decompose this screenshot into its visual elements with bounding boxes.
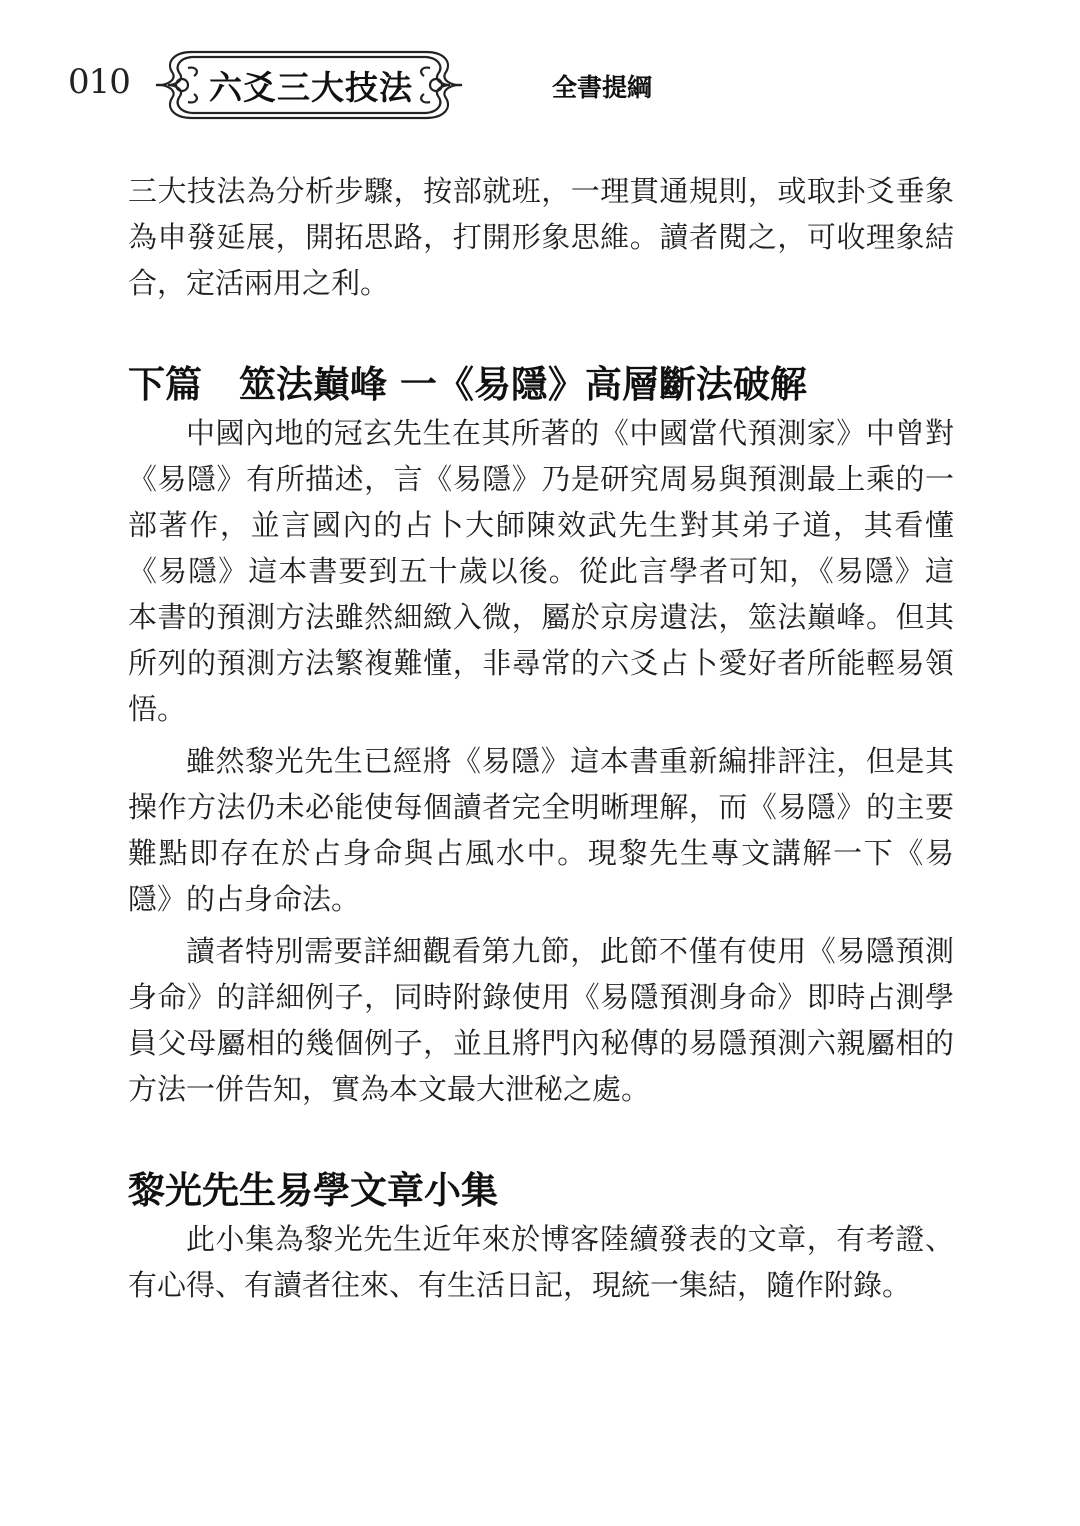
part2-paragraph-2: 雖然黎光先生已經將《易隱》這本書重新編排評注，但是其操作方法仍未必能使每個讀者完全明晰理解，而《易隱》的主要難點即存在於占身命與占風水中。現黎先生專文講解一下《易隱》的占身命法。: [128, 744, 954, 916]
part2-heading: 下篇 筮法巔峰 一《易隱》高層斷法破解: [128, 363, 807, 406]
intro-paragraph: 三大技法為分析步驟，按部就班，一理貫通規則，或取卦爻垂象為申發延展，開拓思路，打開形象思維。讀者閱之，可收理象結合，定活兩用之利。: [128, 174, 954, 300]
page-header: [68, 40, 653, 130]
page-content: [128, 168, 954, 1308]
page-number: 010: [68, 62, 130, 102]
part2-paragraph-1: 中國內地的冠玄先生在其所著的《中國當代預測家》中曾對《易隱》有所描述，言《易隱》乃是研究周易與預測最上乘的一部著作，並言國內的占卜大師陳效武先生對其弟子道，其看懂《易隱》這本書要到五十歲以後。從此言學者可知，《易隱》這本書的預測方法雖然細緻入微，屬於京房遺法，筮法巔峰。但其所列的預測方法繁複難懂，非尋常的六爻占卜愛好者所能輕易領悟。: [128, 416, 954, 726]
title-banner: [144, 40, 653, 130]
part2-paragraph-3: 讀者特別需要詳細觀看第九節，此節不僅有使用《易隱預測身命》的詳細例子，同時附錄使用《易隱預測身命》即時占測學員父母屬相的幾個例子，並且將門內秘傳的易隱預測六親屬相的方法一併告知，實為本文最大泄秘之處。: [128, 934, 954, 1106]
section-title: 全書提綱: [552, 73, 653, 102]
collection-paragraph: 此小集為黎光先生近年來於博客陸續發表的文章，有考證、有心得、有讀者往來、有生活日記，現統一集結，隨作附錄。: [128, 1222, 954, 1302]
collection-heading: 黎光先生易學文章小集: [128, 1169, 498, 1212]
book-title: 六爻三大技法: [209, 68, 413, 107]
